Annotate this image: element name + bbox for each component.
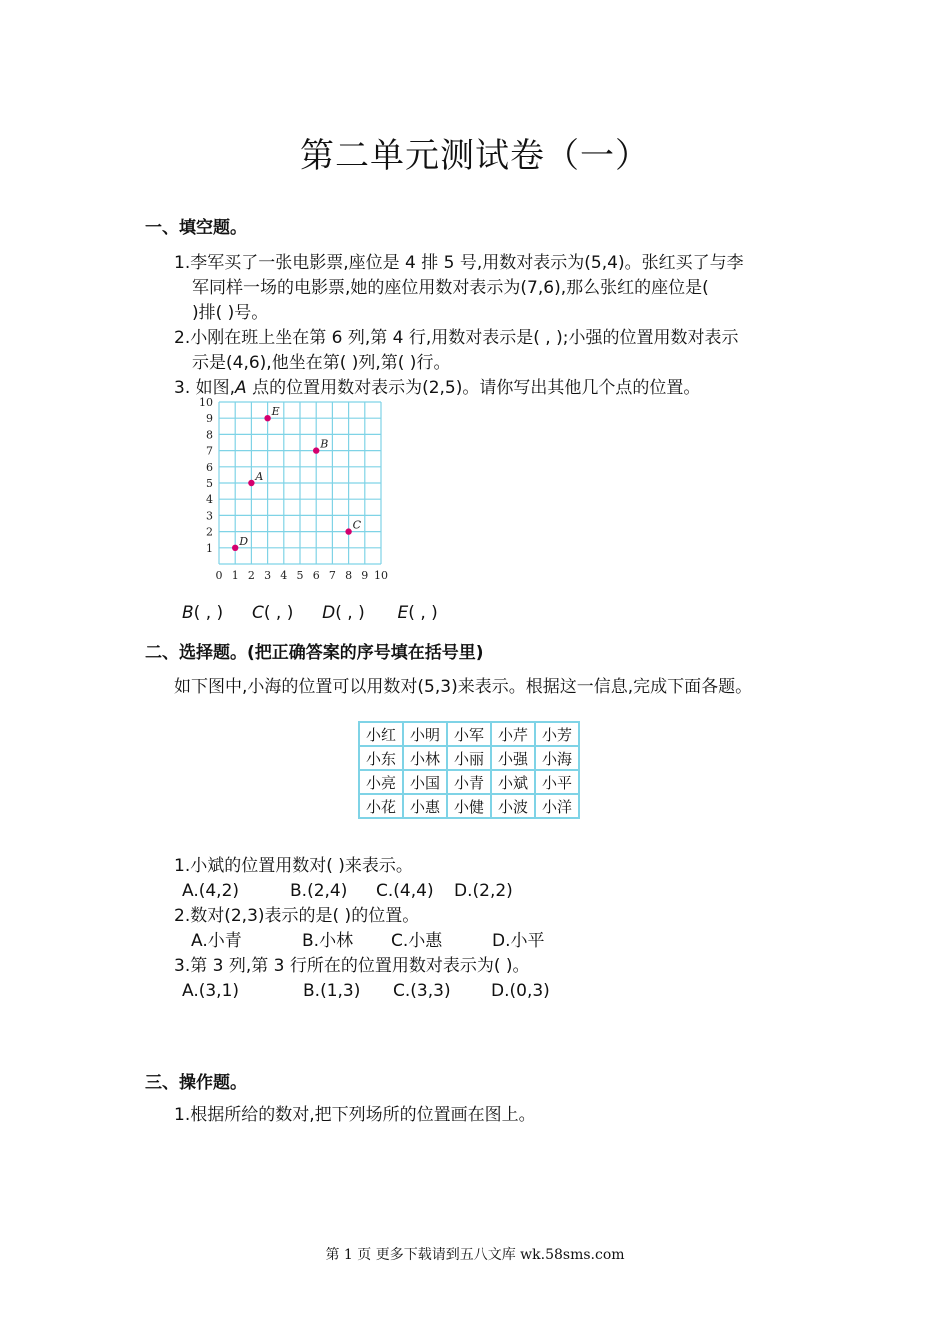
answer-d: D( , ) [322, 603, 365, 623]
q1-line3: )排( )号。 [192, 303, 269, 323]
q2-line1: 2.小刚在班上坐在第 6 列,第 4 行,用数对表示是( , );小强的位置用数对表示 [174, 328, 739, 348]
seat-cell: 小明 [403, 722, 447, 746]
answer-c: C( , ) [251, 603, 294, 623]
seat-row [359, 794, 579, 818]
x-tick-label: 3 [264, 569, 272, 582]
seat-cell: 小海 [535, 746, 579, 770]
seat-cell: 小芹 [491, 722, 535, 746]
x-tick-label: 4 [280, 569, 288, 582]
mc-q1-option-b: B.(2,4) [290, 881, 348, 901]
x-tick-label: 8 [345, 569, 353, 582]
mc-q1-option-a: A.(4,2) [182, 881, 240, 901]
seat-cell: 小斌 [491, 770, 535, 794]
seat-cell: 小丽 [447, 746, 491, 770]
mc-q1-stem: 1.小斌的位置用数对( )来表示。 [174, 856, 413, 876]
seat-cell: 小国 [403, 770, 447, 794]
section2-intro: 如下图中,小海的位置可以用数对(5,3)来表示。根据这一信息,完成下面各题。 [174, 677, 753, 697]
seat-cell: 小花 [359, 794, 403, 818]
seat-cell: 小亮 [359, 770, 403, 794]
seat-cell: 小青 [447, 770, 491, 794]
point-label-a: A [255, 470, 264, 483]
page-footer: 第 1 页 更多下载请到五八文库 wk.58sms.com [325, 1247, 625, 1263]
point-c [345, 528, 351, 534]
seat-row [359, 722, 579, 746]
seat-row [359, 770, 579, 794]
x-tick-label: 7 [328, 569, 336, 582]
mc-q3-option-b: B.(1,3) [303, 981, 361, 1001]
tick-labels [199, 396, 388, 582]
seat-cell: 小健 [447, 794, 491, 818]
y-tick-label: 7 [206, 444, 213, 458]
mc-q3-option-d: D.(0,3) [491, 981, 550, 1001]
seat-row [359, 746, 579, 770]
seat-cell: 小红 [359, 722, 403, 746]
seat-cell: 小林 [403, 746, 447, 770]
mc-q1-option-c: C.(4,4) [376, 881, 434, 901]
section-heading-fill-blank: 一、填空题。 [145, 218, 247, 238]
mc-q3-option-c: C.(3,3) [393, 981, 451, 1001]
mc-q1-option-d: D.(2,2) [454, 881, 513, 901]
x-tick-label: 6 [312, 569, 320, 582]
seat-cell: 小东 [359, 746, 403, 770]
mc-q3-option-a: A.(3,1) [182, 981, 240, 1001]
q1-line1: 1.李军买了一张电影票,座位是 4 排 5 号,用数对表示为(5,4)。张红买了与李 [174, 253, 744, 273]
x-tick-label: 9 [361, 569, 369, 582]
seat-cell: 小惠 [403, 794, 447, 818]
point-e [264, 415, 270, 421]
y-tick-label: 10 [199, 396, 213, 409]
y-tick-label: 8 [206, 428, 213, 442]
q1-line2: 军同样一场的电影票,她的座位用数对表示为(7,6),那么张红的座位是( [192, 278, 709, 298]
point-label-d: D [239, 534, 249, 548]
operation-q1: 1.根据所给的数对,把下列场所的位置画在图上。 [174, 1105, 536, 1125]
coordinate-grid-chart [190, 396, 410, 586]
y-tick-label: 6 [206, 460, 213, 474]
point-a [248, 480, 254, 486]
y-tick-label: 5 [206, 477, 213, 490]
seat-cell: 小强 [491, 746, 535, 770]
y-tick-label: 9 [206, 412, 213, 426]
q3-rest: 点的位置用数对表示为(2,5)。请你写出其他几个点的位置。 [246, 378, 701, 398]
seat-cell: 小芳 [535, 722, 579, 746]
mc-q2-stem: 2.数对(2,3)表示的是( )的位置。 [174, 906, 420, 926]
x-tick-label: 0 [215, 569, 223, 582]
y-tick-label: 3 [206, 509, 213, 523]
point-label-c: C [352, 518, 362, 532]
seat-cell: 小洋 [535, 794, 579, 818]
seat-cell: 小波 [491, 794, 535, 818]
x-tick-label: 10 [374, 569, 388, 582]
x-tick-label: 5 [296, 569, 304, 582]
mc-q2-option-c: C.小惠 [391, 931, 443, 951]
section-heading-operation: 三、操作题。 [145, 1073, 247, 1093]
seat-table [358, 721, 580, 819]
q3-prefix: 3. 如图, [174, 378, 236, 398]
point-label-b: B [320, 437, 329, 451]
point-b [313, 447, 319, 453]
answer-e: E( , ) [397, 603, 438, 623]
x-tick-label: 1 [231, 569, 239, 582]
q3-point-label: A [235, 378, 247, 398]
y-tick-label: 4 [206, 493, 213, 507]
section-heading-multiple-choice: 二、选择题。(把正确答案的序号填在括号里) [145, 643, 484, 663]
page-title: 第二单元测试卷（一） [300, 136, 650, 176]
mc-q2-option-b: B.小林 [302, 931, 354, 951]
y-tick-label: 1 [206, 541, 213, 555]
q2-line2: 示是(4,6),他坐在第( )列,第( )行。 [192, 353, 451, 373]
mc-q3-stem: 3.第 3 列,第 3 行所在的位置用数对表示为( )。 [174, 956, 530, 976]
y-tick-label: 2 [206, 525, 213, 539]
seat-cell: 小军 [447, 722, 491, 746]
mc-q2-option-d: D.小平 [492, 931, 545, 951]
answer-b: B( , ) [182, 603, 224, 623]
mc-q2-option-a: A.小青 [191, 931, 242, 951]
point-d [232, 545, 238, 551]
answer-blanks-row [182, 600, 438, 626]
seat-cell: 小平 [535, 770, 579, 794]
point-label-e: E [271, 405, 280, 419]
x-tick-label: 2 [247, 569, 255, 582]
